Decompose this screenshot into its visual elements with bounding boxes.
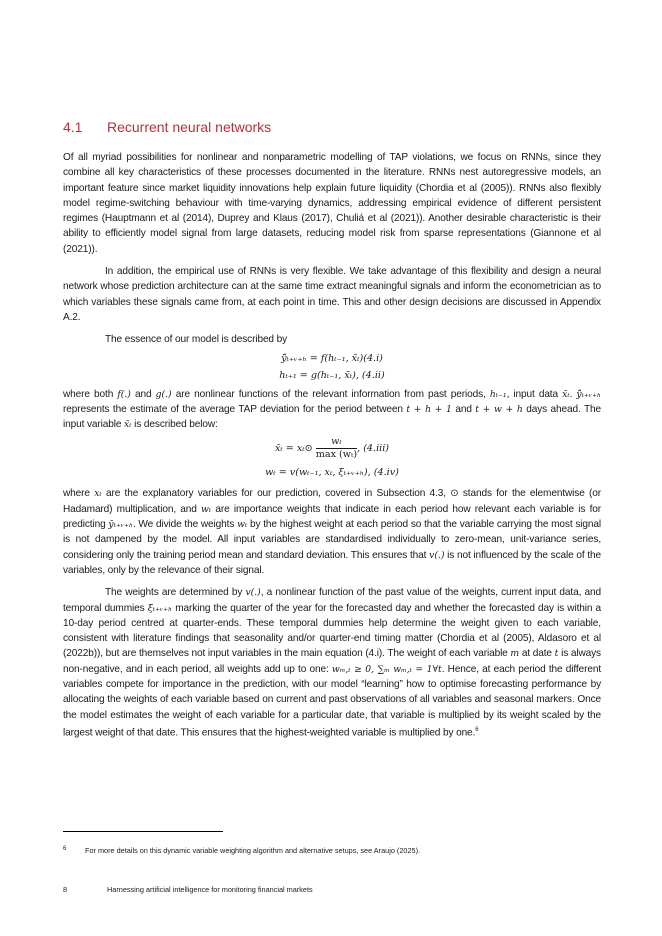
inline-math: t + h + 1 xyxy=(406,403,452,415)
text-run: by the highest weight at each period so that the variable carrying the most signal is not dampened by the model. All input variables are standardised individually to zero-mean, unit-variance series, considering only the training period mean and standard deviation. This ensures that xyxy=(63,519,601,561)
inline-math: ξₜ₊ᵥ₊ₕ xyxy=(147,602,173,614)
equation-4i: ŷ̄ₜ₊ᵥ₊ₕ = f(hₜ₋₁, x̃ₜ)(4.i) xyxy=(281,352,383,364)
text-run: are importance weights that indicate in each period how relevant each variable is for predicting xyxy=(63,503,601,531)
section-title: Recurrent neural networks xyxy=(107,119,272,135)
text-run: days ahead. The input variable xyxy=(63,403,601,431)
inline-math: ŷ̄ₜ₊ᵥ₊ₕ xyxy=(576,388,601,400)
inline-math: wₜ xyxy=(201,503,212,515)
text-run: represents the estimate of the average TAP deviation for the period between xyxy=(63,403,407,415)
text-run: , a nonlinear function of the past value of the weights, current input data, and temporal dummies xyxy=(63,587,601,614)
inline-math: x̃ₜ xyxy=(124,419,132,431)
page-number: 8 xyxy=(63,885,68,894)
running-title: Harnessing artificial intelligence for monitoring financial markets xyxy=(107,885,313,894)
paragraph-group xyxy=(63,150,601,348)
text-run: , input data xyxy=(506,388,563,400)
text-run: Of all myriad possibilities for nonlinear and nonparametric modelling of TAP violations, we focus on RNNs, since they combine all key characteristics of these processes documented in the literature. RNNs nest autoregressive models, an important feature since market liquidity innovations help explain future liquidity (Chordia et al (2005)). RNNs also flexibly model regime-switching behaviour with time-varying dynamics, addressing empirical evidence of different persistent regimes (Hauptmann et al (2014), Duprey and Klaus (2017), Chuliá et al (2021)). Another desirable characteristic is their ability to efficiently model signal from large datasets, reducing model risk from sparse representations (Giannone et al (2021)). xyxy=(63,152,601,255)
equation-tag: , (4.iii) xyxy=(357,443,390,455)
text-run: The essence of our model is described by xyxy=(105,334,288,346)
footnote-number: 6 xyxy=(63,846,67,852)
inline-math: x̃ₜ xyxy=(562,388,570,400)
text-run: . We divide the weights xyxy=(132,519,238,531)
inline-math: xₜ xyxy=(94,488,102,500)
text-run: and xyxy=(130,388,156,400)
footnote xyxy=(63,846,420,855)
inline-math: ȳₜ₊ᵥ₊ₕ xyxy=(108,519,133,531)
text-run: In addition, the empirical use of RNNs is very flexible. We take advantage of this flexibility and design a neural network whose prediction architecture can at the same time extract meaningful signals and inform the econometrician as to which variables these signals came from, at each point in time. This and other design decisions are discussed in Appendix A.2. xyxy=(63,266,601,323)
inline-math: v(.) xyxy=(245,587,261,599)
equation-4iii xyxy=(63,434,601,464)
inline-math: v(.) xyxy=(429,549,445,561)
text-run: are the explanatory variables for our prediction, covered in Subsection 4.3, ⊙ stands for the elementwise (or Hadamard) multiplication, and xyxy=(63,488,602,515)
equation-4ii: hₜ₊₁ = g(hₜ₋₁, x̃ₜ), (4.ii) xyxy=(279,369,385,381)
paragraph xyxy=(63,387,601,433)
paragraph-group xyxy=(63,486,601,740)
footnote-text: For more details on this dynamic variable weighting algorithm and alternative setups, see Araujo (2025). xyxy=(85,846,421,855)
fraction-denominator: max (wₜ) xyxy=(315,449,358,461)
section-heading xyxy=(63,119,271,135)
inline-math: t + w + h xyxy=(475,403,523,415)
body-text xyxy=(63,150,601,748)
text-run: The weights are determined by xyxy=(105,587,246,599)
equation-lhs: x̃ₜ = xₜ⊙ xyxy=(274,443,313,455)
text-run: . Hence, at each period the different variables compete for importance in the prediction, with our model “learning” how to optimise forecasting performance by allocating the weights of each variable based on current and past observations of all variables and seasonal markers. Once the model estimates the weight of each variable for a particular date, that variable is multiplied by its weight scaled by the largest weight of that date. This ensures that the highest-weighted variable is multiplied by one. xyxy=(63,663,602,739)
text-run: where both xyxy=(63,388,118,400)
inline-math: f(.) xyxy=(117,388,131,400)
text-run: and xyxy=(451,403,476,415)
inline-math: hₜ₋₁ xyxy=(489,388,507,400)
paragraph xyxy=(63,332,601,347)
inline-math: g(.) xyxy=(155,388,172,400)
text-run: marking the quarter of the year for the forecasted day and whether the forecasted day is within a 10-day period centred at quarter-ends. These temporal dummies help determine the weight given to each variable, consistent with literature findings that seasonality and/or quarter-end timing matter (Chordia et al (2005), Aldasoro et al (2022b)), but are themselves not input variables in the main equation (4.i). The weight of each variable xyxy=(63,602,601,660)
text-run: where xyxy=(63,488,95,500)
text-run: is always non-negative, and in each period, all weights add up to one: xyxy=(63,648,601,675)
inline-math: m xyxy=(510,648,520,660)
paragraph xyxy=(63,585,601,740)
footnote-ref[interactable]: 6 xyxy=(475,726,479,733)
section-number: 4.1 xyxy=(63,119,83,135)
fraction xyxy=(316,436,357,461)
text-run: are nonlinear functions of the relevant information from past periods, xyxy=(171,388,490,400)
text-run: at date xyxy=(519,648,555,660)
text-run: is not influenced by the scale of the variables, only by the relevance of their signal. xyxy=(63,549,601,576)
paragraph xyxy=(63,486,601,578)
inline-math: wₘ,ₜ ≥ 0, ∑ₘ wₘ,ₜ = 1∀t xyxy=(331,663,442,675)
inline-math: wₜ xyxy=(237,519,248,531)
text-run: is described below: xyxy=(131,419,218,431)
page-footer xyxy=(63,885,313,894)
paragraph xyxy=(63,150,601,257)
text-run: . xyxy=(569,388,577,400)
footnote-divider xyxy=(63,831,223,832)
inline-math: t xyxy=(554,648,559,660)
paragraph xyxy=(63,264,601,325)
equation-4iv: wₜ = v(wₜ₋₁, xₜ, ξₜ₊ᵥ₊ₕ), (4.iv) xyxy=(265,467,399,479)
fraction-numerator: wₜ xyxy=(316,436,357,449)
